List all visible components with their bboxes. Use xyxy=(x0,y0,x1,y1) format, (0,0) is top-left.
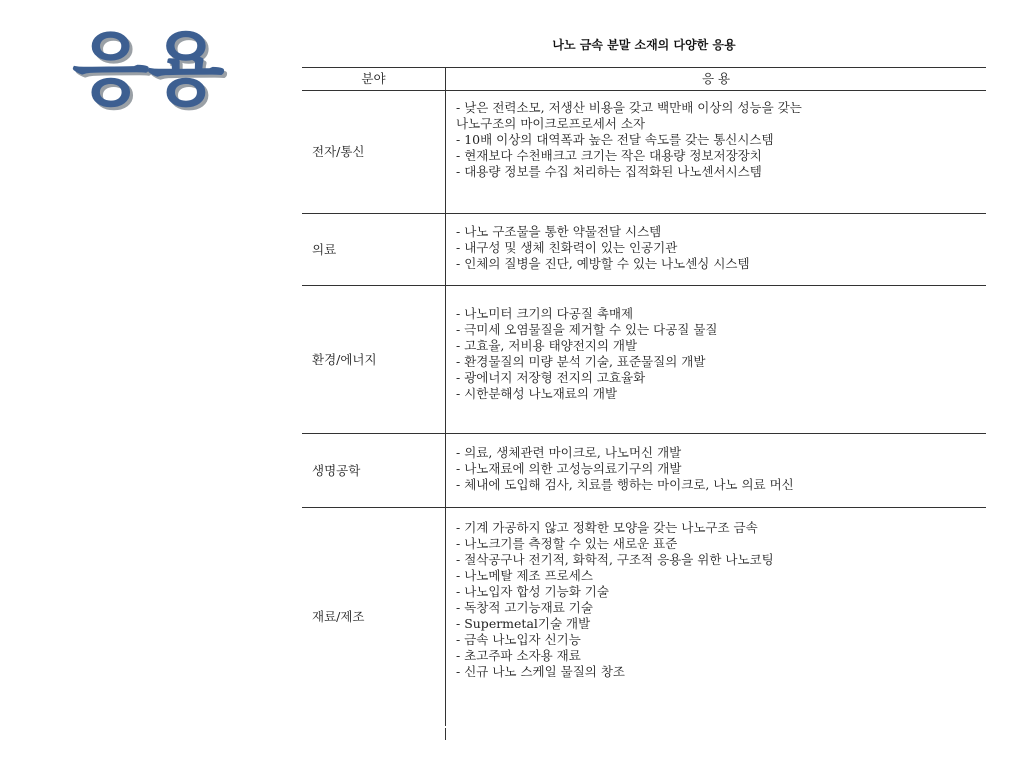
table-header-row xyxy=(302,68,986,91)
application-item: - 10배 이상의 대역폭과 높은 전달 속도를 갖는 통신시스템 xyxy=(456,132,774,147)
application-item: - 나노크기를 측정할 수 있는 새로운 표준 xyxy=(456,536,678,551)
application-item: - 신규 나노 스케일 물질의 창조 xyxy=(456,664,625,679)
table-caption: 나노 금속 분말 소재의 다양한 응용 xyxy=(552,38,736,52)
application-item: - 인체의 질병을 진단, 예방할 수 있는 나노센싱 시스템 xyxy=(456,256,750,271)
table-divider-line xyxy=(445,728,446,740)
application-item: - 금속 나노입자 신기능 xyxy=(456,632,581,647)
table-row xyxy=(302,91,986,214)
application-item: - 내구성 및 생체 친화력이 있는 인공기관 xyxy=(456,240,678,255)
table-row xyxy=(302,214,986,286)
page-title: 응용 xyxy=(72,23,223,116)
application-item: - 시한분해성 나노재료의 개발 xyxy=(456,386,618,401)
application-item: - Supermetal기술 개발 xyxy=(456,616,591,631)
application-item: - 독창적 고기능재료 기술 xyxy=(456,600,593,615)
application-item: - 나노미터 크기의 다공질 촉매제 xyxy=(456,306,634,321)
column-header-field: 분야 xyxy=(302,68,446,91)
application-item: - 환경물질의 미량 분석 기술, 표준물질의 개발 xyxy=(456,354,706,369)
field-cell: 의료 xyxy=(302,214,446,286)
application-item: - 광에너지 저장형 전지의 고효율화 xyxy=(456,370,646,385)
field-cell: 전자/통신 xyxy=(302,91,446,214)
application-item: - 나노재료에 의한 고성능의료기구의 개발 xyxy=(456,461,682,476)
field-cell: 재료/제조 xyxy=(302,508,446,726)
application-item: - 극미세 오염물질을 제거할 수 있는 다공질 물질 xyxy=(456,322,718,337)
column-header-applications: 응 용 xyxy=(446,68,987,91)
applications-cell xyxy=(446,508,987,726)
application-item: - 고효율, 저비용 태양전지의 개발 xyxy=(456,338,638,353)
application-item: - 대용량 정보를 수집 처리하는 집적화된 나노센서시스템 xyxy=(456,164,762,179)
applications-cell xyxy=(446,214,987,286)
applications-cell xyxy=(446,91,987,214)
application-item: - 나노입자 합성 기능화 기술 xyxy=(456,584,609,599)
table-row xyxy=(302,434,986,508)
application-item: - 절삭공구나 전기적, 화학적, 구조적 응용을 위한 나노코팅 xyxy=(456,552,774,567)
application-item: - 낮은 전력소모, 저생산 비용을 갖고 백만배 이상의 성능을 갖는 xyxy=(456,100,802,115)
application-item: 나노구조의 마이크로프로세서 소자 xyxy=(456,116,646,131)
application-item: - 나노 구조물을 통한 약물전달 시스템 xyxy=(456,224,662,239)
application-item: - 나노메탈 제조 프로세스 xyxy=(456,568,593,583)
field-cell: 생명공학 xyxy=(302,434,446,508)
table-row xyxy=(302,508,986,726)
application-item: - 체내에 도입해 검사, 치료를 행하는 마이크로, 나노 의료 머신 xyxy=(456,477,794,492)
applications-table xyxy=(302,67,986,726)
applications-cell xyxy=(446,434,987,508)
applications-cell xyxy=(446,286,987,434)
application-item: - 초고주파 소자용 재료 xyxy=(456,648,581,663)
application-item: - 의료, 생체관련 마이크로, 나노머신 개발 xyxy=(456,445,682,460)
application-item: - 현재보다 수천배크고 크기는 작은 대용량 정보저장장치 xyxy=(456,148,762,163)
table-row xyxy=(302,286,986,434)
application-item: - 기계 가공하지 않고 정확한 모양을 갖는 나노구조 금속 xyxy=(456,520,758,535)
field-cell: 환경/에너지 xyxy=(302,286,446,434)
